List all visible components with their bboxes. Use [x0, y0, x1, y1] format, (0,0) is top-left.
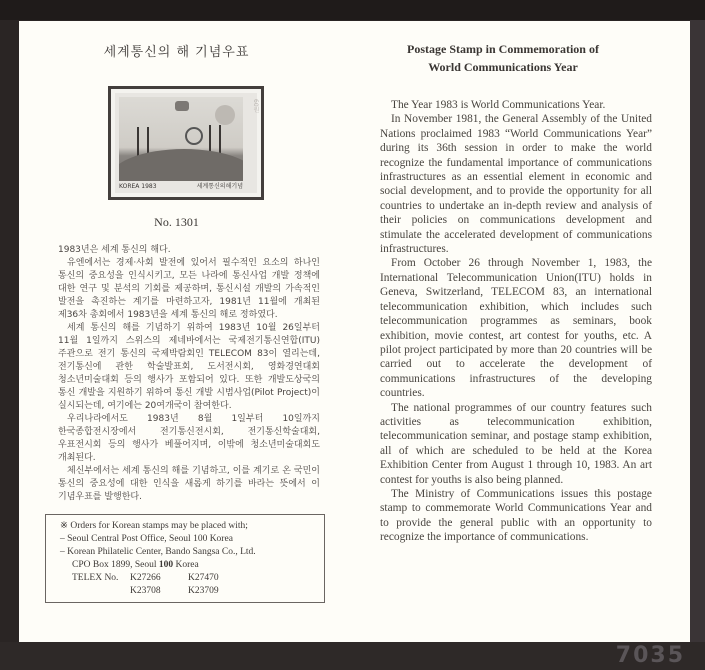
- address-suffix: Korea: [173, 560, 199, 570]
- korean-description: [58, 244, 320, 504]
- satellite-icon: [175, 101, 189, 111]
- korean-paragraph: 체신부에서는 세계 통신의 해를 기념하고, 이를 계기로 온 국민이 통신의 중요성에 대한 인식을 새롭게 하기를 바라는 뜻에서 이 기념우표를 발행한다.: [58, 466, 320, 502]
- english-title: [355, 40, 651, 76]
- scan-right-border: [690, 20, 705, 670]
- orders-line: – Seoul Central Post Office, Seoul 100 Korea: [60, 534, 233, 544]
- orders-address: [46, 559, 324, 572]
- stamp-korean-caption: 세계통신의해기념: [196, 183, 243, 190]
- orders-heading: ※ Orders for Korean stamps may be placed with;: [60, 521, 248, 531]
- korean-paragraph: 세계 통신의 해를 기념하기 위하여 1983년 10월 26일부터 11월 1일까지 스위스의 제네바에서는 국제전기통신연합(ITU) 주관으로 전기 통신의 국제박람회인 TELECOM 83이 열리는데, 전기통신에 관한 학술발표회, 도서전시회, 영화경연대회 청소년미술대회 등의 행사가 포함되어 있다. 또한 개발도상국의 통신 개발을 지원하기 위하여 통신 개발 시범사업(Pilot Project)이 실시되는데, 여기에는 20여개국이 참여한다.: [58, 323, 320, 411]
- stamp-caption: [119, 183, 243, 191]
- korean-paragraph: 우리나라에서도 1983년 8월 1일부터 10일까지 한국종합전시장에서 전기통신전시회, 전기통신학술대회, 우표전시회 등의 행사가 베풀어지며, 이밖에 청소년미술대회도 개최된다.: [58, 414, 320, 463]
- orders-line: – Korean Philatelic Center, Bando Sangsa Co., Ltd.: [60, 547, 256, 557]
- korean-column: [19, 21, 334, 642]
- stamp-country-label: KOREA 1983: [119, 183, 157, 190]
- english-paragraph: The national programmes of our country features such activities as telecommunication exhibition, telecommunication seminar, and postage stamp exhibition, all of which are scheduled to be held at the Korea Exhibition Center from August 1 through 10, 1983. An art contest for youths is also being planned.: [380, 401, 652, 486]
- english-paragraph: In November 1981, the General Assembly of the United Nations proclaimed 1983 “World Communications Year” during its 36th session in order to make the world recognize the fundamental importance of communications infrastructures as an essential element in economic and social development, and to provide the opportunity for all countries to undertake an in-depth review and analysis of their policies on communications development and stimulate the accelerated development of communications infrastructures.: [380, 113, 652, 256]
- english-title-line: Postage Stamp in Commemoration of: [407, 42, 599, 56]
- stamp-image: [108, 86, 264, 200]
- scan-top-border: [0, 0, 705, 20]
- watermark: 7035: [615, 643, 685, 668]
- telex-number: K23709: [188, 586, 219, 596]
- english-title-line: World Communications Year: [428, 60, 578, 74]
- telex-row: [46, 585, 324, 598]
- english-paragraph: The Ministry of Communications issues this postage stamp to commemorate World Communications Year and to provide the general public with an opportunity to recognize the importance of communications.: [380, 487, 652, 544]
- orders-box: [45, 514, 325, 603]
- address-prefix: CPO Box 1899, Seoul: [72, 560, 159, 570]
- english-column: [355, 21, 685, 642]
- stamp-number: No. 1301: [154, 215, 199, 229]
- english-paragraph: From October 26 through November 1, 1983, the International Telecommunication Union(ITU) holds in Geneva, Switzerland, TELECOM 83, an international telecommunication exhibition, which includes such telecommunication programmes as seminars, book exhibition, movie contest, art contest for youths, etc. A pilot project participated by more than 20 countries will be carried out to accelerate the development of communications infrastructures of the developing countries.: [380, 257, 652, 400]
- stamp-denomination: 60원: [252, 99, 259, 113]
- address-code: 100: [158, 560, 174, 570]
- stamp-artwork: [119, 97, 243, 181]
- telex-number: K27470: [188, 573, 219, 583]
- english-description: [380, 98, 652, 545]
- telex-row: [46, 572, 324, 585]
- telex-number: K23708: [130, 586, 161, 596]
- telex-label: TELEX No.: [72, 573, 119, 583]
- korean-paragraph: 유엔에서는 경제·사회 발전에 있어서 필수적인 요소의 하나인 통신의 중요성을 인식시키고, 모든 나라에 통신사업 개발 정책에 대한 연구 및 분석의 기회를 제공하며, 통신시설 개발의 가속적인 발전을 촉진하는 계기를 마련하고자, 1981년 11월에 개최된 제36차 총회에서 1983년을 세계 통신의 해로 정하였다.: [58, 258, 320, 320]
- sun-icon: [215, 105, 235, 125]
- globe-icon: [185, 127, 203, 145]
- scan-bottom-border: [0, 642, 705, 670]
- telex-number: K27266: [130, 573, 161, 583]
- korean-paragraph: 1983년은 세계 통신의 해다.: [58, 245, 171, 255]
- korean-title: 세계통신의 해 기념우표: [103, 45, 250, 60]
- english-paragraph: The Year 1983 is World Communications Year.: [391, 99, 606, 111]
